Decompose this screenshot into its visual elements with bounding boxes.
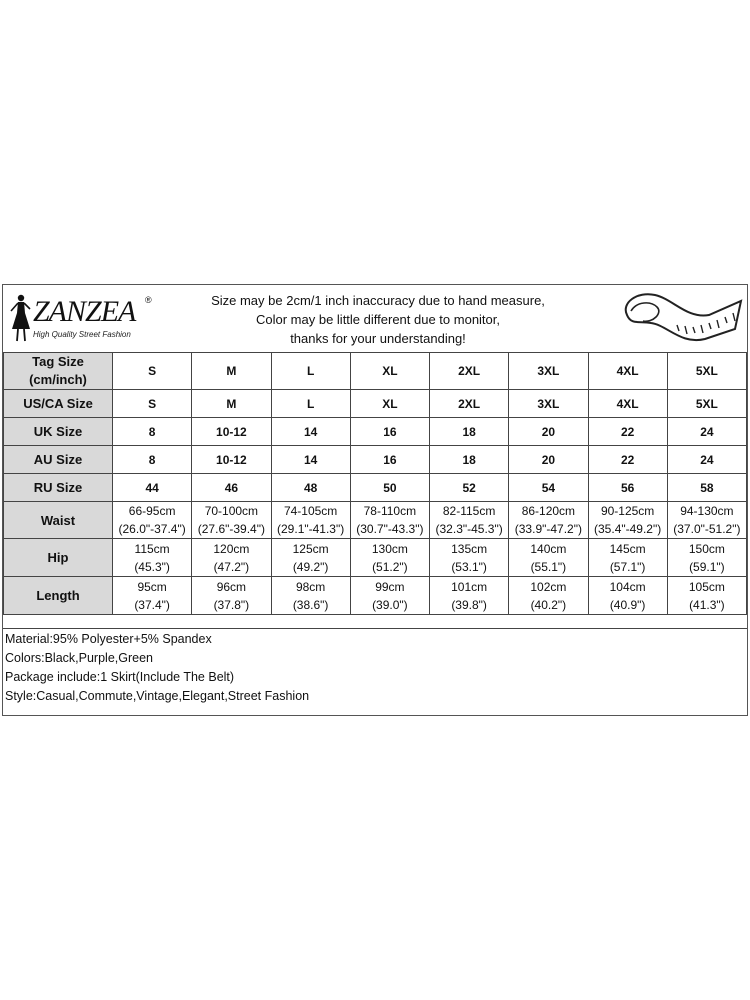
table-cell: 90-125cm (35.4"-49.2"): [588, 502, 667, 539]
table-cell: 5XL: [667, 353, 746, 390]
table-cell: 4XL: [588, 390, 667, 418]
table-cell: 20: [509, 418, 588, 446]
size-chart: [2, 284, 748, 716]
package-text: Package include:1 Skirt(Include The Belt): [5, 670, 235, 684]
table-cell: 5XL: [667, 390, 746, 418]
table-cell: 74-105cm (29.1"-41.3"): [271, 502, 350, 539]
row-header-ru-size: RU Size: [4, 474, 113, 502]
material-text: Material:95% Polyester+5% Spandex: [5, 632, 212, 646]
table-cell: 46: [192, 474, 271, 502]
registered-mark: ®: [145, 295, 152, 305]
table-cell: 48: [271, 474, 350, 502]
table-cell: 150cm (59.1"): [667, 539, 746, 577]
table-row: [4, 539, 747, 577]
table-cell: 105cm (41.3"): [667, 577, 746, 615]
table-cell: 115cm (45.3"): [113, 539, 192, 577]
style-text: Style:Casual,Commute,Vintage,Elegant,Street Fashion: [5, 689, 310, 703]
table-cell: 86-120cm (33.9"-47.2"): [509, 502, 588, 539]
table-cell: 22: [588, 418, 667, 446]
table-cell: 52: [430, 474, 509, 502]
table-cell: 24: [667, 446, 746, 474]
notice-line: Color may be little different due to monitor,: [256, 312, 500, 327]
table-cell: S: [113, 390, 192, 418]
table-cell: 18: [430, 418, 509, 446]
table-cell: 96cm (37.8"): [192, 577, 271, 615]
table-cell: 95cm (37.4"): [113, 577, 192, 615]
chart-header: [3, 285, 747, 351]
brand-logo: [7, 289, 157, 345]
table-cell: 50: [350, 474, 429, 502]
row-header-us-ca-size: US/CA Size: [4, 390, 113, 418]
measuring-tape-icon: [617, 289, 745, 347]
table-cell: 18: [430, 446, 509, 474]
table-cell: 14: [271, 446, 350, 474]
table-cell: 135cm (53.1"): [430, 539, 509, 577]
measurement-notice: [163, 291, 593, 348]
notice-line: thanks for your understanding!: [290, 331, 466, 346]
table-cell: 94-130cm (37.0"-51.2"): [667, 502, 746, 539]
table-cell: XL: [350, 390, 429, 418]
table-row: [4, 390, 747, 418]
table-row: [4, 418, 747, 446]
table-cell: 8: [113, 446, 192, 474]
table-cell: 10-12: [192, 418, 271, 446]
table-cell: 82-115cm (32.3"-45.3"): [430, 502, 509, 539]
table-cell: S: [113, 353, 192, 390]
table-cell: M: [192, 390, 271, 418]
notice-line: Size may be 2cm/1 inch inaccuracy due to hand measure,: [211, 293, 545, 308]
table-cell: 44: [113, 474, 192, 502]
table-row: [4, 353, 747, 390]
brand-tagline: High Quality Street Fashion: [33, 330, 131, 339]
row-header-hip: Hip: [4, 539, 113, 577]
table-row: [4, 474, 747, 502]
table-cell: XL: [350, 353, 429, 390]
table-cell: L: [271, 390, 350, 418]
table-cell: 70-100cm (27.6"-39.4"): [192, 502, 271, 539]
table-cell: 56: [588, 474, 667, 502]
woman-silhouette-icon: [9, 293, 33, 343]
table-cell: 24: [667, 418, 746, 446]
table-cell: 145cm (57.1"): [588, 539, 667, 577]
table-cell: 140cm (55.1"): [509, 539, 588, 577]
table-cell: 78-110cm (30.7"-43.3"): [350, 502, 429, 539]
table-cell: 20: [509, 446, 588, 474]
size-table: [3, 352, 747, 615]
table-cell: L: [271, 353, 350, 390]
table-cell: 104cm (40.9"): [588, 577, 667, 615]
table-cell: 125cm (49.2"): [271, 539, 350, 577]
row-header-au-size: AU Size: [4, 446, 113, 474]
table-cell: 3XL: [509, 353, 588, 390]
table-cell: 98cm (38.6"): [271, 577, 350, 615]
table-cell: 66-95cm (26.0"-37.4"): [113, 502, 192, 539]
table-row: [4, 446, 747, 474]
row-header-length: Length: [4, 577, 113, 615]
table-row: [4, 577, 747, 615]
colors-text: Colors:Black,Purple,Green: [5, 651, 153, 665]
row-header-uk-size: UK Size: [4, 418, 113, 446]
table-cell: 101cm (39.8"): [430, 577, 509, 615]
table-cell: 14: [271, 418, 350, 446]
table-cell: 22: [588, 446, 667, 474]
row-header-tag-size: Tag Size (cm/inch): [4, 353, 113, 390]
table-cell: 4XL: [588, 353, 667, 390]
table-cell: 102cm (40.2"): [509, 577, 588, 615]
table-cell: 16: [350, 418, 429, 446]
table-cell: 2XL: [430, 390, 509, 418]
table-cell: M: [192, 353, 271, 390]
table-cell: 54: [509, 474, 588, 502]
row-header-waist: Waist: [4, 502, 113, 539]
table-row: [4, 502, 747, 539]
table-cell: 58: [667, 474, 746, 502]
table-cell: 8: [113, 418, 192, 446]
table-cell: 120cm (47.2"): [192, 539, 271, 577]
table-cell: 16: [350, 446, 429, 474]
product-details: [3, 628, 747, 715]
table-cell: 130cm (51.2"): [350, 539, 429, 577]
table-cell: 2XL: [430, 353, 509, 390]
table-cell: 99cm (39.0"): [350, 577, 429, 615]
brand-name: ZANZEA: [33, 295, 136, 328]
table-cell: 3XL: [509, 390, 588, 418]
table-cell: 10-12: [192, 446, 271, 474]
